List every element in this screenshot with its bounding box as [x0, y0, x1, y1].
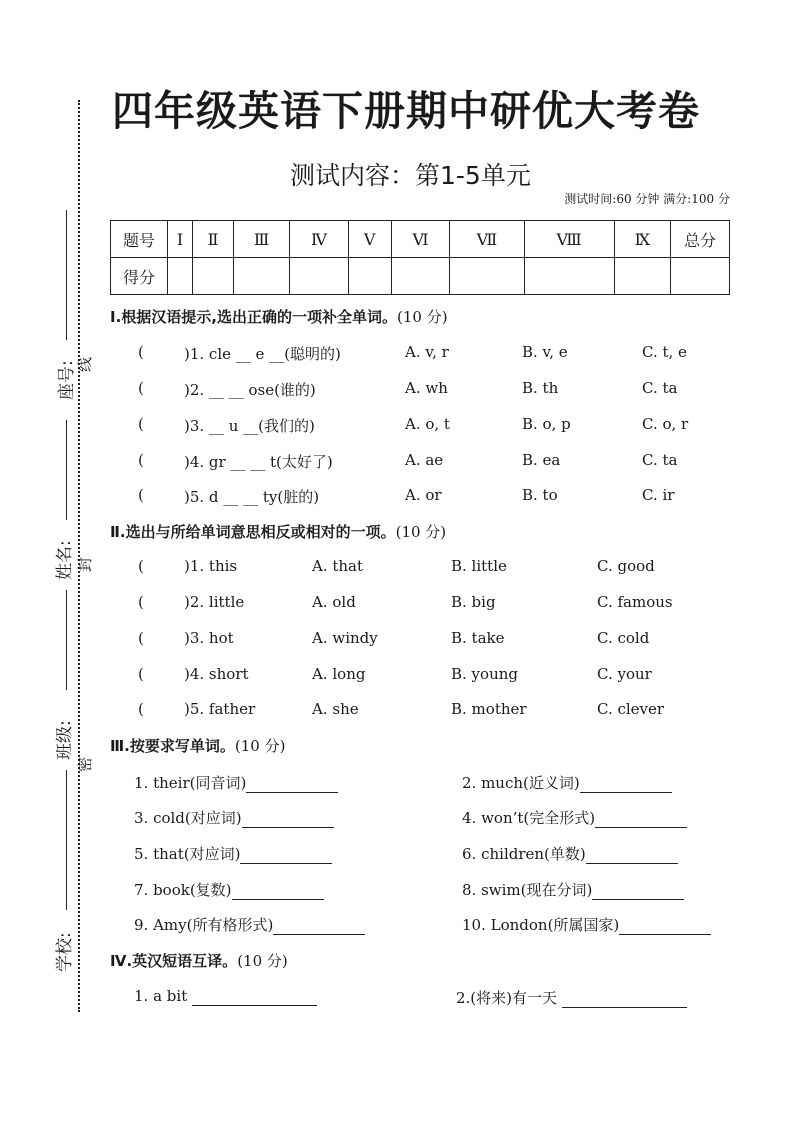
school-label: 学校:	[55, 932, 75, 972]
seal-char: 封	[76, 556, 94, 572]
score-cell: Ⅴ	[348, 221, 391, 258]
s1-q3-c: C. o, r	[642, 415, 689, 433]
s1-q3-a: A. o, t	[405, 415, 450, 433]
name-underline-2	[66, 590, 67, 690]
score-input-cell[interactable]	[233, 258, 289, 295]
s3-item-2	[462, 772, 672, 793]
answer-paren[interactable]: (	[138, 665, 144, 683]
s4-answer-blank[interactable]	[562, 989, 687, 1008]
score-cell: 题号	[111, 221, 168, 258]
class-label: 班级:	[55, 720, 75, 760]
s3-item-6	[462, 843, 678, 864]
s2-q4-b: B. young	[451, 665, 518, 683]
score-table	[110, 220, 730, 295]
s2-q1-a: A. that	[312, 557, 364, 575]
answer-paren[interactable]: (	[138, 486, 144, 504]
s4-item-1-label: 1. a bit	[134, 987, 188, 1005]
section-3-title: Ⅲ.按要求写单词。	[110, 737, 235, 755]
class-underline	[66, 770, 67, 910]
s1-q3-b: B. o, p	[522, 415, 571, 433]
s2-q5-c: C. clever	[597, 700, 665, 718]
s3-item-8-label: 8. swim(现在分词)	[462, 881, 593, 899]
section-3-heading	[110, 735, 285, 756]
s3-item-9-label: 9. Amy(所有格形式)	[134, 916, 274, 934]
s3-item-9	[134, 914, 365, 935]
section-2-title: Ⅱ.选出与所给单词意思相反或相对的一项。	[110, 523, 396, 541]
name-underline	[66, 420, 67, 520]
s1-q4-a: A. ae	[405, 451, 444, 469]
s3-answer-blank[interactable]	[595, 809, 687, 828]
score-input-cell[interactable]	[193, 258, 234, 295]
s1-q5-a: A. or	[405, 486, 442, 504]
seat-label: 座号:	[57, 360, 77, 400]
s2-q5: )5. father	[184, 700, 256, 718]
s3-item-10	[462, 914, 711, 935]
answer-paren[interactable]: (	[138, 451, 144, 469]
s3-item-3	[134, 807, 334, 828]
score-input-cell[interactable]	[671, 258, 730, 295]
s3-answer-blank[interactable]	[580, 774, 672, 793]
score-input-cell[interactable]	[290, 258, 348, 295]
section-4-title: Ⅳ.英汉短语互译。	[110, 952, 238, 970]
section-4-points: (10 分)	[237, 952, 288, 970]
s2-row-2	[138, 593, 144, 611]
s2-q3-b: B. take	[451, 629, 505, 647]
secret-char: 密	[76, 756, 94, 772]
answer-paren[interactable]: (	[138, 593, 144, 611]
s1-q2-c: C. ta	[642, 379, 678, 397]
score-cell: Ⅰ	[168, 221, 193, 258]
name-label: 姓名:	[55, 540, 75, 580]
seat-field	[38, 210, 77, 410]
score-input-cell[interactable]	[348, 258, 391, 295]
section-1-heading	[110, 306, 448, 327]
s3-answer-blank[interactable]	[240, 845, 332, 864]
score-cell: Ⅷ	[524, 221, 614, 258]
score-input-cell[interactable]	[614, 258, 670, 295]
s1-q1-b: B. v, e	[522, 343, 568, 361]
s2-q2: )2. little	[184, 593, 245, 611]
s2-q5-a: A. she	[312, 700, 359, 718]
s2-q2-a: A. old	[312, 593, 356, 611]
s1-q4-b: B. ea	[522, 451, 561, 469]
seat-underline	[66, 210, 67, 340]
s1-q1-a: A. v, r	[405, 343, 449, 361]
s2-q3-a: A. windy	[312, 629, 378, 647]
section-1-title: Ⅰ.根据汉语提示,选出正确的一项补全单词。	[110, 308, 397, 326]
s3-item-5	[134, 843, 332, 864]
s3-answer-blank[interactable]	[586, 845, 678, 864]
s2-q4-a: A. long	[312, 665, 366, 683]
score-cell: Ⅸ	[614, 221, 670, 258]
answer-paren[interactable]: (	[138, 379, 144, 397]
s1-row-2	[138, 379, 144, 397]
s1-q5-c: C. ir	[642, 486, 675, 504]
score-row-label: 得分	[111, 258, 168, 295]
s2-q1-b: B. little	[451, 557, 507, 575]
s2-row-3	[138, 629, 144, 647]
score-cell: Ⅲ	[233, 221, 289, 258]
s3-item-10-label: 10. London(所属国家)	[462, 916, 620, 934]
s1-q3: )3. __ u __(我们的)	[184, 417, 315, 435]
score-table-score-row	[111, 258, 730, 295]
s4-answer-blank[interactable]	[192, 987, 317, 1006]
s3-answer-blank[interactable]	[619, 916, 711, 935]
s3-item-7	[134, 879, 324, 900]
s3-item-5-label: 5. that(对应词)	[134, 845, 241, 863]
answer-paren[interactable]: (	[138, 629, 144, 647]
s1-q1: )1. cle __ e __(聪明的)	[184, 345, 341, 363]
s2-q3: )3. hot	[184, 629, 234, 647]
s1-q4-c: C. ta	[642, 451, 678, 469]
answer-paren[interactable]: (	[138, 700, 144, 718]
s2-row-1	[138, 557, 144, 575]
s3-item-7-label: 7. book(复数)	[134, 881, 232, 899]
s3-item-3-label: 3. cold(对应词)	[134, 809, 242, 827]
s2-q4: )4. short	[184, 665, 249, 683]
s3-item-1	[134, 772, 338, 793]
s3-item-4	[462, 807, 687, 828]
s1-q5: )5. d __ __ ty(脏的)	[184, 488, 320, 506]
page-title: 四年级英语下册期中研优大考卷	[112, 87, 700, 135]
s1-row-1	[138, 343, 144, 361]
s3-answer-blank[interactable]	[242, 809, 334, 828]
answer-paren[interactable]: (	[138, 415, 144, 433]
answer-paren[interactable]: (	[138, 343, 144, 361]
s2-q1: )1. this	[184, 557, 238, 575]
s2-q2-c: C. famous	[597, 593, 673, 611]
score-input-cell[interactable]	[450, 258, 524, 295]
score-cell: Ⅳ	[290, 221, 348, 258]
s4-item-2-label: 2.(将来)有一天	[456, 989, 558, 1007]
score-cell: Ⅶ	[450, 221, 524, 258]
s4-item-2	[456, 987, 687, 1008]
s2-q4-c: C. your	[597, 665, 652, 683]
s2-row-4	[138, 665, 144, 683]
score-table-header-row	[111, 221, 730, 258]
s1-q2-b: B. th	[522, 379, 559, 397]
s1-row-3	[138, 415, 144, 433]
s1-row-5	[138, 486, 144, 504]
s2-q5-b: B. mother	[451, 700, 527, 718]
s3-item-4-label: 4. won’t(完全形式)	[462, 809, 596, 827]
s3-answer-blank[interactable]	[273, 916, 365, 935]
s3-answer-blank[interactable]	[232, 881, 324, 900]
s3-item-8	[462, 879, 684, 900]
s1-q1-c: C. t, e	[642, 343, 687, 361]
s1-q4: )4. gr __ __ t(太好了)	[184, 453, 333, 471]
s1-row-4	[138, 451, 144, 469]
s2-row-5	[138, 700, 144, 718]
section-2-points: (10 分)	[395, 523, 447, 541]
score-input-cell[interactable]	[391, 258, 450, 295]
s3-item-1-label: 1. their(同音词)	[134, 774, 247, 792]
s2-q3-c: C. cold	[597, 629, 650, 647]
s3-answer-blank[interactable]	[592, 881, 684, 900]
s3-item-6-label: 6. children(单数)	[462, 845, 586, 863]
page-subtitle: 测试内容：第1-5单元	[290, 161, 531, 190]
section-3-points: (10 分)	[234, 737, 286, 755]
score-input-cell[interactable]	[168, 258, 193, 295]
s3-item-2-label: 2. much(近义词)	[462, 774, 580, 792]
s2-q2-b: B. big	[451, 593, 496, 611]
time-info: 测试时间:60 分钟 满分:100 分	[564, 192, 730, 206]
score-input-cell[interactable]	[524, 258, 614, 295]
section-2-heading	[110, 521, 446, 542]
score-cell: Ⅵ	[391, 221, 450, 258]
s3-answer-blank[interactable]	[246, 774, 338, 793]
s1-q2-a: A. wh	[405, 379, 448, 397]
section-4-heading	[110, 950, 288, 971]
s1-q5-b: B. to	[522, 486, 558, 504]
line-char: 线	[76, 356, 94, 372]
s4-item-1	[134, 987, 317, 1006]
s2-q1-c: C. good	[597, 557, 655, 575]
score-cell: 总分	[671, 221, 730, 258]
s1-q2: )2. __ __ ose(谁的)	[184, 381, 316, 399]
answer-paren[interactable]: (	[138, 557, 144, 575]
section-1-points: (10 分)	[396, 308, 448, 326]
score-cell: Ⅱ	[193, 221, 234, 258]
